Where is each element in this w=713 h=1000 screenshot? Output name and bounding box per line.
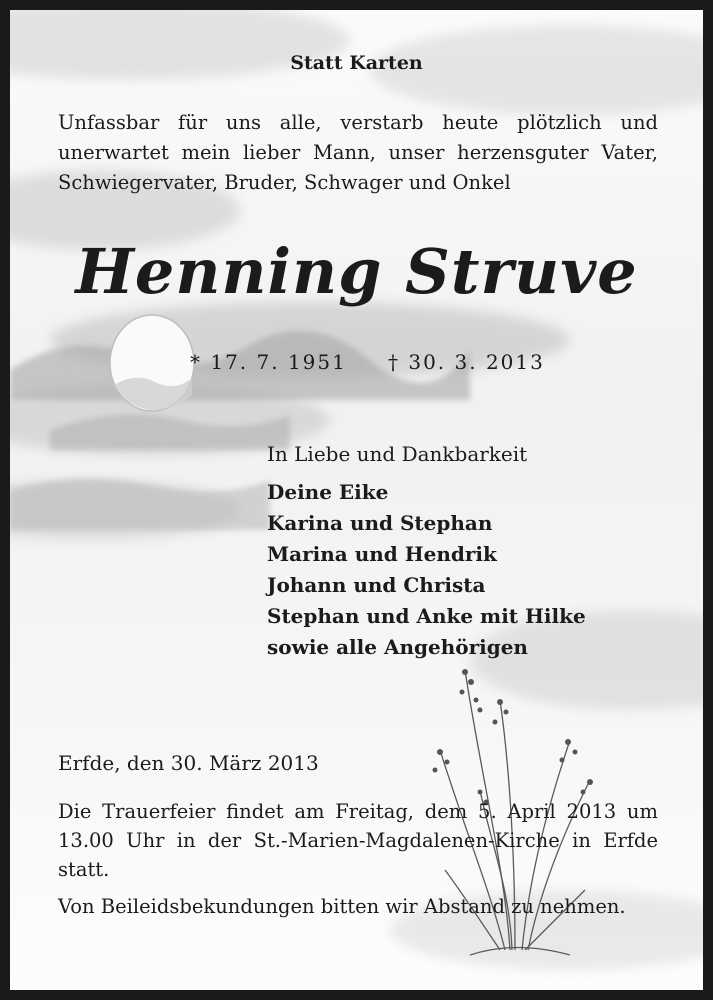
header-statt-karten: Statt Karten bbox=[290, 52, 423, 74]
condolence-note: Von Beileidsbekundungen bitten wir Abstand zu nehmen. bbox=[58, 895, 626, 918]
thanks-line: In Liebe und Dankbarkeit bbox=[267, 442, 528, 466]
birth-date: * 17. 7. 1951 bbox=[190, 350, 347, 374]
family-member: Deine Eike bbox=[267, 480, 389, 504]
funeral-info: Die Trauerfeier findet am Freitag, dem 5. April 2013 um 13.00 Uhr in der St.-Marien-Magdalenen-Kirche in Erfde statt. bbox=[58, 800, 658, 881]
death-date: † 30. 3. 2013 bbox=[388, 350, 545, 374]
family-member: Johann und Christa bbox=[267, 573, 486, 597]
family-member: sowie alle Angehörigen bbox=[267, 635, 528, 659]
family-member: Karina und Stephan bbox=[267, 511, 493, 535]
intro-paragraph: Unfassbar für uns alle, verstarb heute plötzlich und unerwartet mein lieber Mann, unser herzensguter Vater, Schwiegervater, Bruder, Schwager und Onkel bbox=[58, 111, 658, 194]
family-member: Marina und Hendrik bbox=[267, 542, 497, 566]
place-date: Erfde, den 30. März 2013 bbox=[58, 751, 319, 775]
family-member: Stephan und Anke mit Hilke bbox=[267, 604, 586, 628]
moon-icon bbox=[110, 315, 194, 411]
family-list bbox=[267, 477, 586, 663]
deceased-name: Henning Struve bbox=[75, 235, 638, 308]
